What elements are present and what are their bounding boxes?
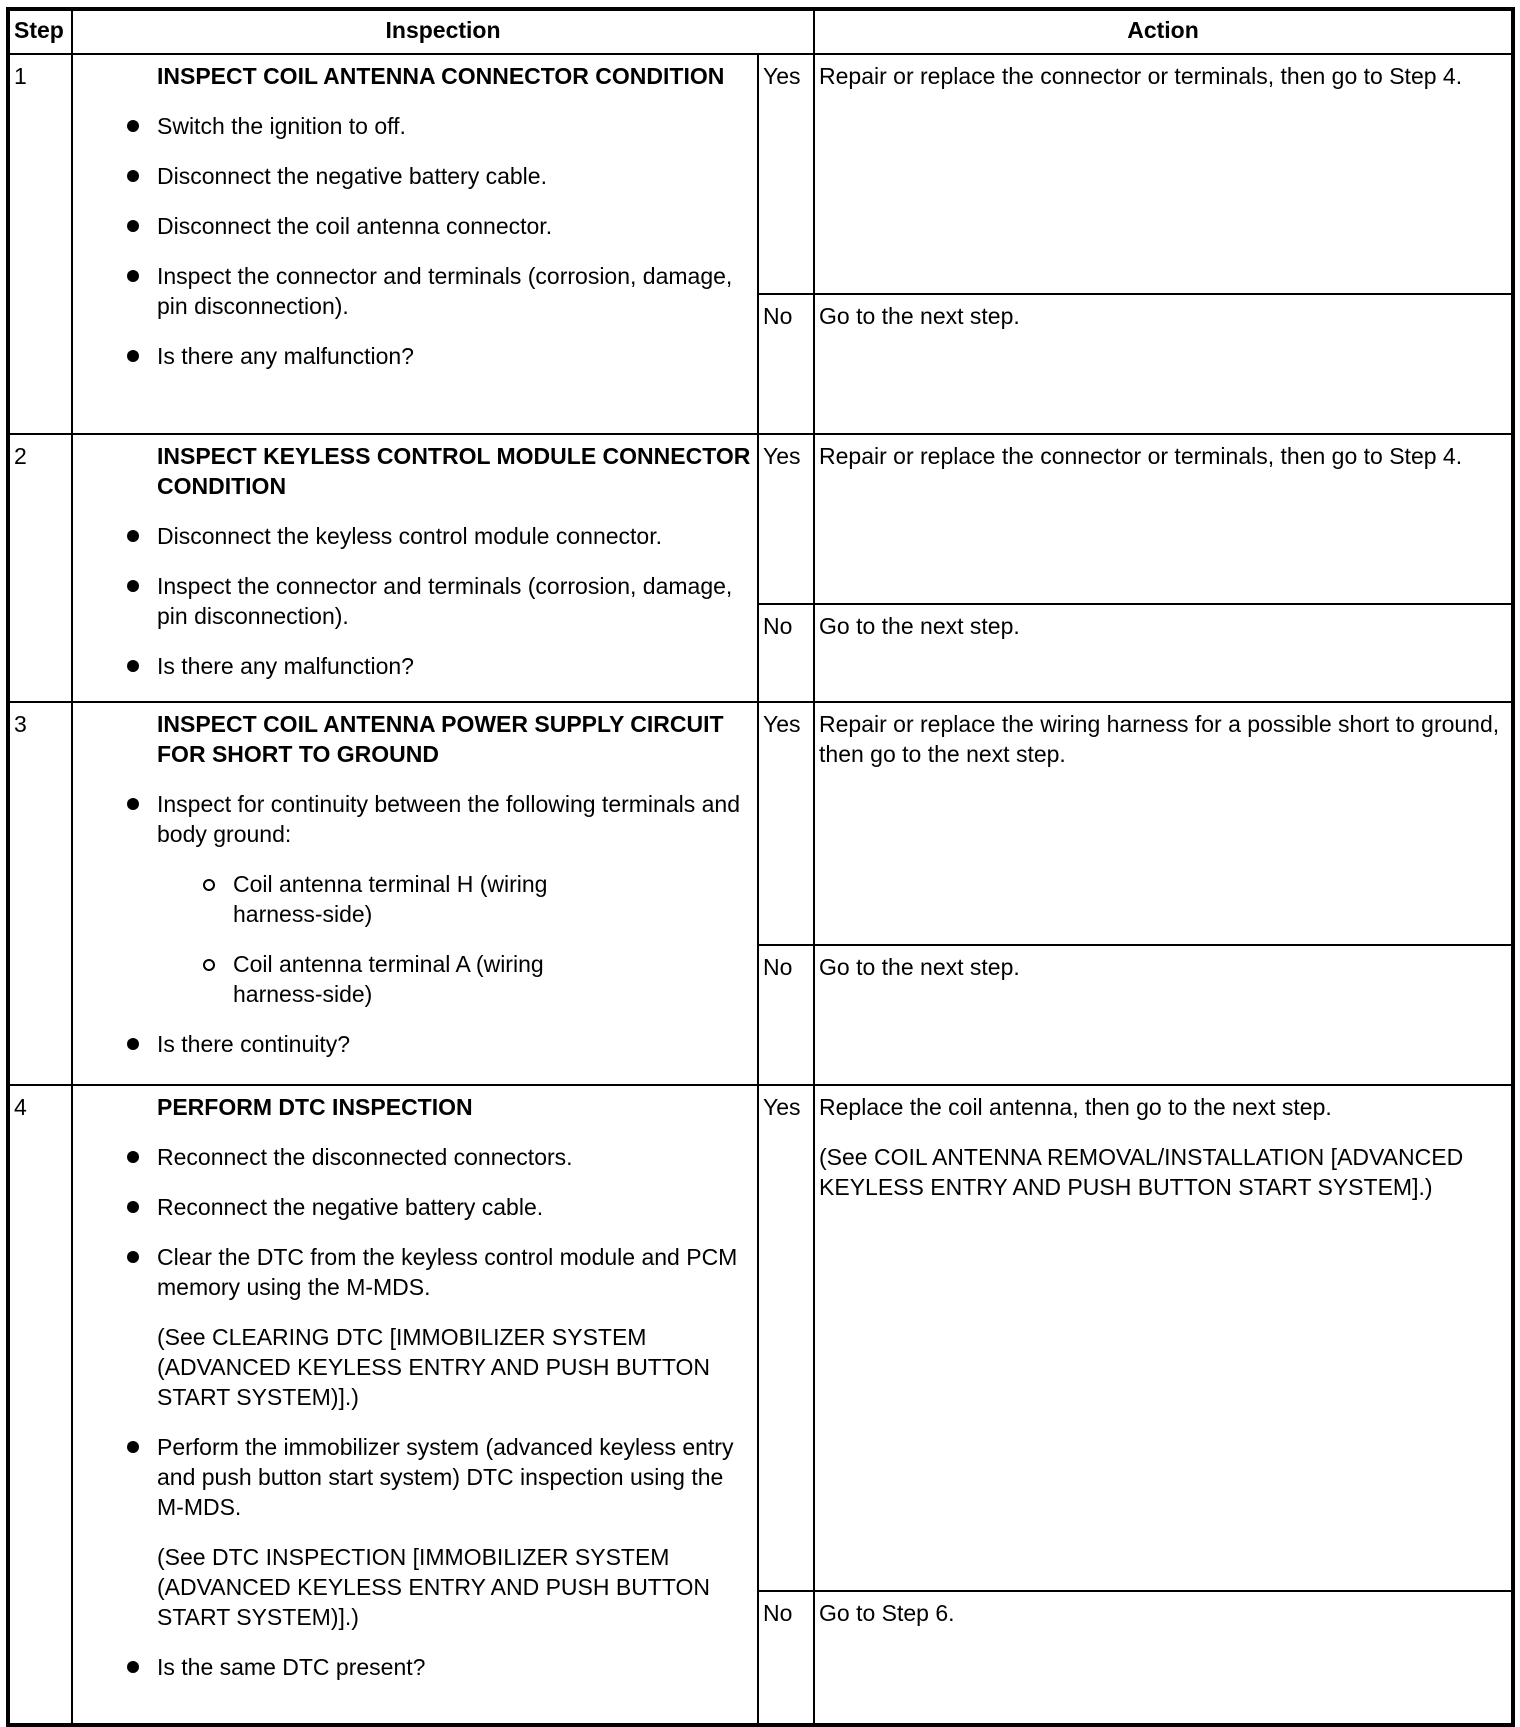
action-text: Replace the coil antenna, then go to the next step.	[819, 1094, 1332, 1120]
bullet-item: Switch the ignition to off.	[157, 111, 753, 141]
yes-label: Yes	[758, 1085, 814, 1591]
action-text: Repair or replace the connector or terminals, then go to Step 4.	[819, 443, 1463, 469]
sub-bullet-item: Coil antenna terminal H (wiring harness-side)	[233, 869, 593, 929]
bullet-item: Disconnect the negative battery cable.	[157, 161, 753, 191]
header-row	[8, 9, 1513, 54]
no-action: Go to the next step.	[814, 294, 1513, 434]
action-text: Repair or replace the wiring harness for a possible short to ground, then go to the next step.	[819, 711, 1500, 767]
no-action: Go to Step 6.	[814, 1591, 1513, 1725]
yes-label: Yes	[758, 434, 814, 604]
step-4-row	[8, 1085, 1513, 1591]
bullet-item: Is there any malfunction?	[157, 651, 753, 681]
step-number: 4	[8, 1085, 72, 1725]
sub-bullet-item: Coil antenna terminal A (wiring harness-side)	[233, 949, 593, 1009]
no-label: No	[758, 604, 814, 702]
inspection-cell	[72, 702, 758, 1085]
step-2-row	[8, 434, 1513, 604]
inspection-cell	[72, 54, 758, 434]
reference-note: (See DTC INSPECTION [IMMOBILIZER SYSTEM (ADVANCED KEYLESS ENTRY AND PUSH BUTTON START SYSTEM)].)	[157, 1544, 710, 1630]
yes-action	[814, 702, 1513, 945]
step-number: 3	[8, 702, 72, 1085]
no-label: No	[758, 1591, 814, 1725]
header-inspection: Inspection	[72, 9, 814, 54]
bullet-item: Reconnect the negative battery cable.	[157, 1192, 753, 1222]
inspection-cell	[72, 1085, 758, 1725]
bullet-item: Clear the DTC from the keyless control module and PCM memory using the M-MDS.	[157, 1242, 753, 1302]
no-action: Go to the next step.	[814, 604, 1513, 702]
reference-note: (See CLEARING DTC [IMMOBILIZER SYSTEM (ADVANCED KEYLESS ENTRY AND PUSH BUTTON START SYSTEM)].)	[157, 1324, 710, 1410]
step-title: INSPECT KEYLESS CONTROL MODULE CONNECTOR CONDITION	[157, 443, 751, 499]
step-3-row	[8, 702, 1513, 945]
no-label: No	[758, 945, 814, 1085]
yes-action	[814, 434, 1513, 604]
bullet-item: Inspect the connector and terminals (corrosion, damage, pin disconnection).	[157, 261, 753, 321]
bullet-item: Is there any malfunction?	[157, 341, 753, 371]
step-number: 2	[8, 434, 72, 702]
bullet-item: Is the same DTC present?	[157, 1652, 753, 1682]
action-text: Repair or replace the connector or terminals, then go to Step 4.	[819, 63, 1463, 89]
header-step: Step	[8, 9, 72, 54]
bullet-item: Perform the immobilizer system (advanced keyless entry and push button start system) DTC inspection using the M-MDS.	[157, 1432, 753, 1522]
reference-note: (See COIL ANTENNA REMOVAL/INSTALLATION [ADVANCED KEYLESS ENTRY AND PUSH BUTTON START SYSTEM].)	[819, 1144, 1464, 1200]
bullet-item: Inspect the connector and terminals (corrosion, damage, pin disconnection).	[157, 571, 753, 631]
no-label: No	[758, 294, 814, 434]
step-title: INSPECT COIL ANTENNA POWER SUPPLY CIRCUIT FOR SHORT TO GROUND	[157, 711, 724, 767]
inspection-cell	[72, 434, 758, 702]
header-action: Action	[814, 9, 1513, 54]
bullet-item: Inspect for continuity between the following terminals and body ground:	[157, 789, 753, 849]
no-action: Go to the next step.	[814, 945, 1513, 1085]
step-number: 1	[8, 54, 72, 434]
yes-label: Yes	[758, 54, 814, 294]
bullet-item: Reconnect the disconnected connectors.	[157, 1142, 753, 1172]
bullet-item: Is there continuity?	[157, 1029, 753, 1059]
step-1-row	[8, 54, 1513, 294]
yes-action	[814, 1085, 1513, 1591]
bullet-item: Disconnect the coil antenna connector.	[157, 211, 753, 241]
step-title: PERFORM DTC INSPECTION	[157, 1094, 473, 1120]
yes-action	[814, 54, 1513, 294]
troubleshooting-table	[6, 7, 1515, 1727]
bullet-item: Disconnect the keyless control module connector.	[157, 521, 753, 551]
yes-label: Yes	[758, 702, 814, 945]
step-title: INSPECT COIL ANTENNA CONNECTOR CONDITION	[157, 63, 725, 89]
